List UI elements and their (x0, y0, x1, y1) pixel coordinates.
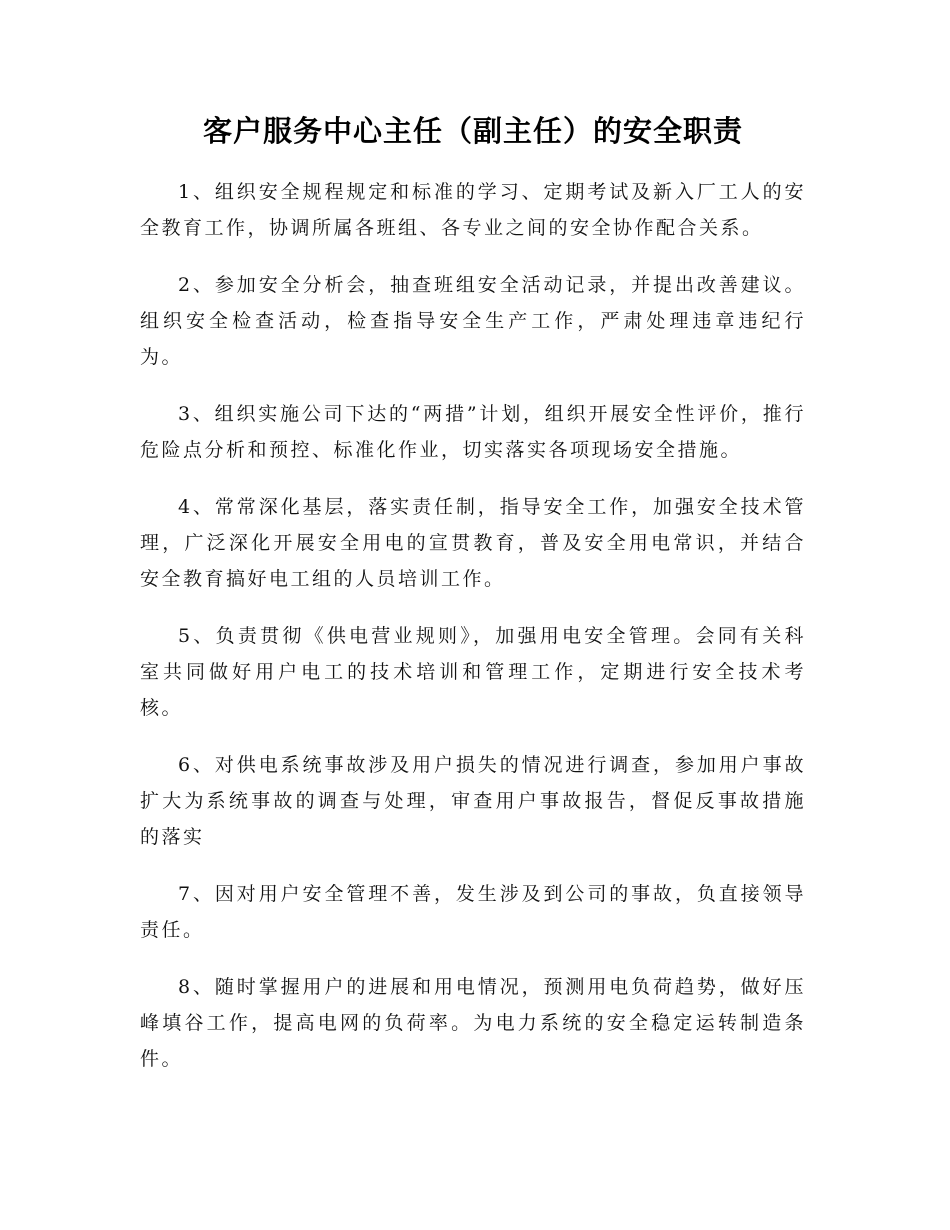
paragraph-6: 6、对供电系统事故涉及用户损失的情况进行调查，参加用户事故扩大为系统事故的调查与处理，审查用户事故报告，督促反事故措施的落实 (140, 754, 806, 848)
paragraph-4: 4、常常深化基层，落实责任制，指导安全工作，加强安全技术管理，广泛深化开展安全用电的宣贯教育，普及安全用电常识，并结合安全教育搞好电工组的人员培训工作。 (140, 496, 806, 590)
paragraph-8: 8、随时掌握用户的进展和用电情况，预测用电负荷趋势，做好压峰填谷工作，提高电网的负荷率。为电力系统的安全稳定运转制造条件。 (140, 976, 806, 1070)
paragraph-2: 2、参加安全分析会，抽查班组安全活动记录，并提出改善建议。组织安全检查活动，检查指导安全生产工作，严肃处理违章违纪行为。 (140, 274, 806, 368)
paragraph-3: 3、组织实施公司下达的“两措”计划，组织开展安全性评价，推行危险点分析和预控、标准化作业，切实落实各项现场安全措施。 (140, 403, 806, 461)
document-title: 客户服务中心主任（副主任）的安全职责 (202, 114, 743, 148)
paragraph-7: 7、因对用户安全管理不善，发生涉及到公司的事故，负直接领导责任。 (140, 883, 806, 941)
document-page (140, 108, 806, 1098)
paragraph-1: 1、组织安全规程规定和标准的学习、定期考试及新入厂工人的安全教育工作，协调所属各班组、各专业之间的安全协作配合关系。 (140, 181, 806, 239)
paragraph-5: 5、负责贯彻《供电营业规则》，加强用电安全管理。会同有关科室共同做好用户电工的技术培训和管理工作，定期进行安全技术考核。 (140, 625, 806, 719)
